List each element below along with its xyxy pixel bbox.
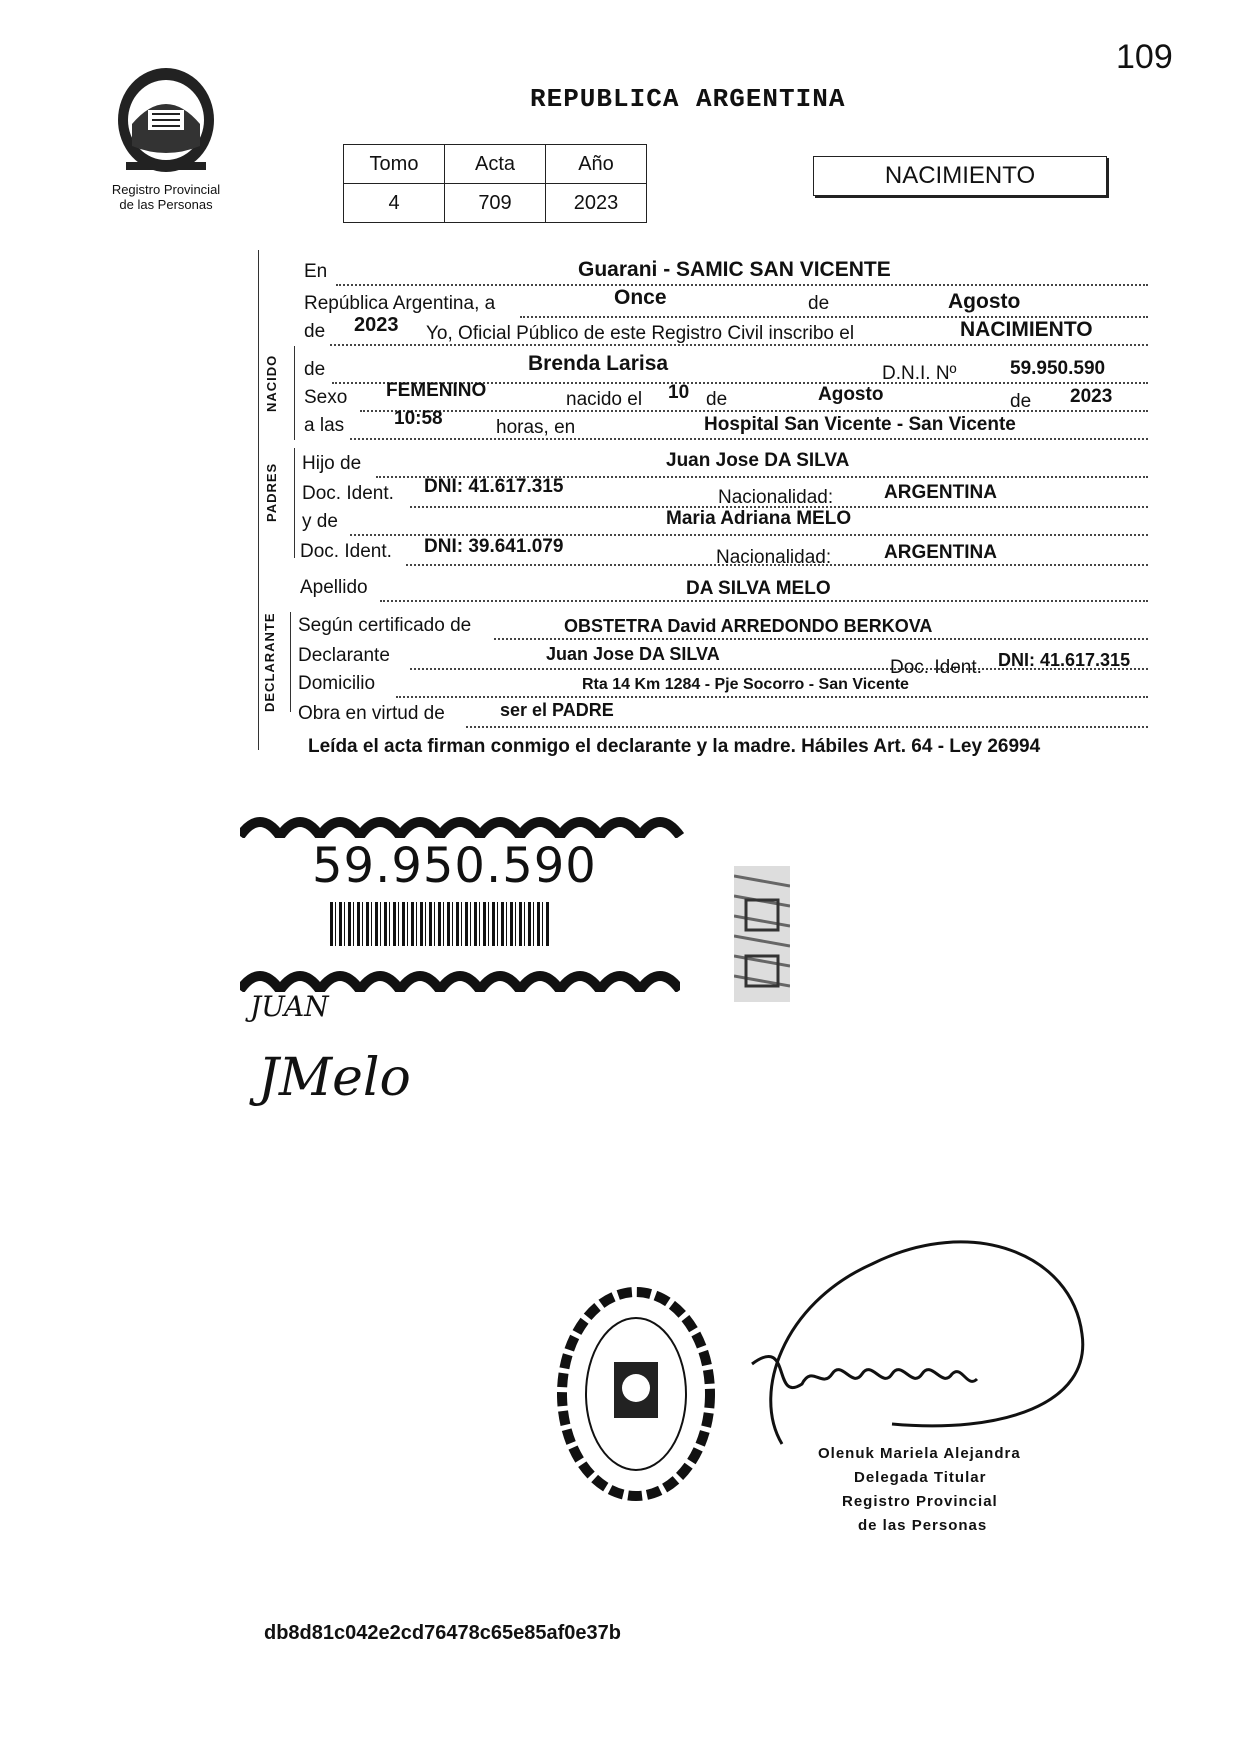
stamp-wave-top	[240, 808, 690, 838]
de-label: de	[808, 293, 830, 314]
de-label: de	[304, 359, 326, 380]
registry-logo-icon	[96, 64, 236, 182]
nacionalidad-label: Nacionalidad:	[718, 487, 834, 508]
inscribo-text: Yo, Oficial Público de este Registro Civil inscribo el	[426, 323, 855, 344]
handwritten-signature-melo: JMelo	[258, 1048, 411, 1108]
reference-table	[343, 144, 647, 223]
mother-dni: DNI: 39.641.079	[424, 536, 564, 557]
registry-name-line2: de las Personas	[119, 197, 213, 212]
certificado-label: Según certificado de	[298, 615, 472, 636]
padres-side-label: PADRES	[264, 462, 279, 522]
reference-header-row	[344, 145, 647, 184]
anio-header: Año	[546, 145, 647, 184]
nacionalidad-label: Nacionalidad:	[716, 547, 832, 568]
address: Rta 14 Km 1284 - Pje Socorro - San Vicente	[582, 676, 909, 693]
nacido-label: nacido el	[566, 389, 643, 410]
signatory-title: Delegada Titular	[854, 1469, 987, 1486]
birth-month: Agosto	[818, 384, 884, 405]
inscribed-event: NACIMIENTO	[960, 318, 1093, 341]
certificate-issuer: OBSTETRA David ARREDONDO BERKOVA	[564, 616, 933, 636]
acta-header: Acta	[445, 145, 546, 184]
sexo-label: Sexo	[304, 387, 348, 408]
republica-label: República Argentina, a	[304, 293, 496, 314]
registration-year: 2023	[354, 314, 399, 336]
mother-name: Maria Adriana MELO	[666, 508, 852, 529]
tomo-header: Tomo	[344, 145, 445, 184]
birth-time: 10:58	[394, 408, 443, 429]
doc-ident-label: Doc. Ident.	[302, 483, 394, 504]
child-sex: FEMENINO	[386, 380, 487, 401]
acta-value: 709	[445, 184, 546, 223]
birth-day: 10	[668, 382, 690, 403]
birth-year: 2023	[1070, 386, 1113, 407]
closing-statement: Leída el acta firman conmigo el declarante y la madre. Hábiles Art. 64 - Ley 26994	[308, 736, 1041, 757]
stamp-wave-bottom	[240, 962, 680, 992]
page-number: 109	[1116, 38, 1173, 76]
declarant-doc-label: Doc. Ident.	[890, 657, 982, 678]
father-nationality: ARGENTINA	[884, 482, 997, 503]
nacido-bracket	[294, 346, 295, 440]
anio-value: 2023	[546, 184, 647, 223]
official-seal-icon	[556, 1284, 716, 1504]
hijo-label: Hijo de	[302, 453, 362, 474]
signatory-office-line2: de las Personas	[858, 1517, 988, 1534]
child-dni: 59.950.590	[1010, 358, 1106, 379]
declarant-role: ser el PADRE	[500, 700, 614, 720]
signatory-block	[818, 1442, 1021, 1538]
birth-place: Hospital San Vicente - San Vicente	[704, 414, 1016, 435]
tomo-value: 4	[344, 184, 445, 223]
obra-label: Obra en virtud de	[298, 703, 445, 724]
horas-label: horas, en	[496, 417, 576, 438]
de-label: de	[1010, 391, 1032, 412]
declarant-dni: DNI: 41.617.315	[998, 650, 1131, 670]
document-type-box: NACIMIENTO	[813, 156, 1107, 196]
declarante-side-label: DECLARANTE	[262, 612, 277, 712]
document-hash: db8d81c042e2cd76478c65e85af0e37b	[264, 1622, 621, 1644]
place-of-registration: Guarani - SAMIC SAN VICENTE	[578, 258, 891, 281]
yde-label: y de	[302, 511, 338, 532]
barcode	[330, 902, 550, 946]
signatory-office: Registro Provincial	[842, 1493, 998, 1510]
day-word: Once	[614, 286, 667, 309]
month-word: Agosto	[948, 290, 1021, 313]
father-dni: DNI: 41.617.315	[424, 476, 564, 497]
alas-label: a las	[304, 415, 345, 436]
document-title: REPUBLICA ARGENTINA	[530, 84, 846, 114]
child-surname: DA SILVA MELO	[686, 578, 831, 599]
nacido-side-label: NACIDO	[264, 354, 279, 412]
father-name: Juan Jose DA SILVA	[666, 450, 850, 471]
registry-name	[96, 182, 236, 212]
de-label: de	[304, 321, 326, 342]
mother-nationality: ARGENTINA	[884, 542, 997, 563]
child-name: Brenda Larisa	[528, 352, 669, 375]
stamp-dni-number: 59.950.590	[312, 838, 597, 894]
declarante-bracket	[290, 612, 291, 712]
dni-label: D.N.I. Nº	[882, 363, 957, 384]
en-label: En	[304, 261, 328, 282]
de-label: de	[706, 389, 728, 410]
apellido-label: Apellido	[300, 577, 368, 598]
declarante-label: Declarante	[298, 645, 390, 666]
security-hologram-icon	[734, 866, 790, 1002]
signatory-name: Olenuk Mariela Alejandra	[818, 1445, 1021, 1462]
left-margin-line	[258, 250, 259, 750]
handwritten-name-juan: JUAN	[250, 990, 329, 1023]
reference-value-row	[344, 184, 647, 223]
domicilio-label: Domicilio	[298, 673, 376, 694]
padres-bracket	[294, 448, 295, 558]
registry-name-line1: Registro Provincial	[111, 182, 221, 197]
declarant-name: Juan Jose DA SILVA	[546, 644, 720, 664]
doc-ident-label: Doc. Ident.	[300, 541, 392, 562]
